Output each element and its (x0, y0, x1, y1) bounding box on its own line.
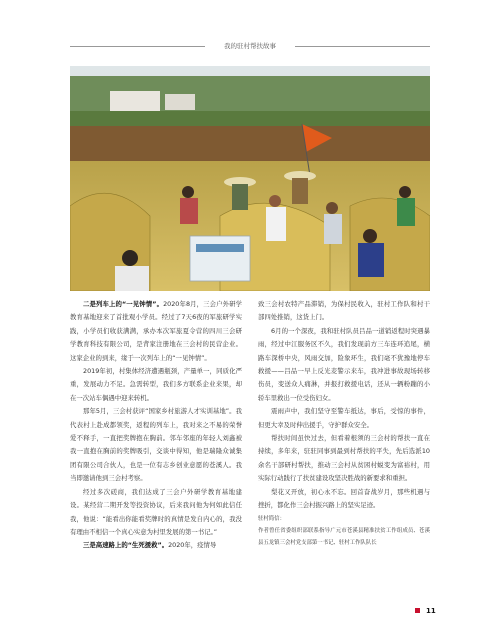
paragraph: 帮扶时间虽快过去，但看着根须的三会村的帮扶一直在持续，多年来，驻驻同事到最到村帮扶的平失，先后选派10余名干部研村帮扶，推动三会村从贫困村蜕变为富裕村，用实际行动践行了扶贫建设攻坚决胜战的新要求和重担。 (258, 434, 430, 483)
paragraph: 致三会村农特产品滞销，为保村民收入，驻村工作队和村干部四处推销，这货上门。 (258, 300, 430, 322)
article-photo (70, 66, 430, 291)
section-heading: 三是高速路上的“生死援救”。 (83, 541, 169, 550)
paragraph: 那年5月，三会村获评“国家乡村旅游人才实训基地”。我代表村上赴成都领奖，返程的列车上，我对来之不易的荣誉爱不释手，一直把奖牌抱在胸前。邻车邻座的年轻人刘鑫被我一直抱在胸前的奖牌吸引，交谈中得知，他是瑞隆众诚集团有限公司合伙人，也是一位有志乡创业意愿的苍溪人。我当即邀请他到三会村考察。 (70, 407, 242, 483)
article-column-left (70, 298, 242, 553)
page-footer (415, 607, 436, 615)
paragraph (70, 298, 242, 365)
author-note-label: 驻村简信： (258, 515, 285, 522)
paragraph: 6月的一个深夜，我和驻村队员吕品一道销返程时突遇暴雨，经过中江服务区不久，我们发现前方三车连环追尾，横路车深桥中央，风雨交加，险象环生，我们毫不犹豫地停车救援——吕品一早上反光麦警示来车，我冲进事故现场转移伤员，变送众人痛淋，并报打救援电话，还从一辆粉蹦的小轿车里救出一位受伤妇女。 (258, 326, 430, 402)
paragraph: 梨花又开放，初心永不忘。回首奋战岁月，那些机遇与挫折，都化作三会村振兴路上的坚实足迹。 (258, 487, 430, 510)
header-title: 我的驻村帮扶故事 (224, 42, 276, 50)
article-column-right (258, 298, 430, 549)
footer-mark-icon (415, 608, 420, 613)
section-heading: 二是列车上的“一见钟情”。 (83, 300, 164, 308)
paragraph: 经过多次磋商，我们达成了三会户外研学教育基地建设。某经营二期开发等投资协议，后来我问他为何如此信任我，他说：“能看出你能看奖牌时的真情是发自内心的，我没有理由不相信一个真心实意为村里发展的第一书记。” (70, 487, 242, 536)
paragraph (70, 539, 242, 552)
header-rule-right (295, 46, 430, 47)
paragraph: 震雨声中，我们坚守至警车抵达，事后，受惊的事件，但更大幸及时伸出援手，守护群众安全。 (258, 407, 430, 429)
paragraph: 2019年初，村集体经济遭遇瓶颈，产量单一，同质化严重，发展动力不足。急需转型，我们多方联系企业来果，却在一次站车偶遇中迎来转机。 (70, 367, 242, 402)
page-number: 11 (426, 607, 436, 615)
rice-harvest-photo (70, 66, 430, 291)
paragraph-text: 2020年，疫情导 (168, 541, 217, 550)
author-bio: 作者曾任省委组织部联系指导广元市苍溪县精准扶贫工作组成员、苍溪县五龙镇三会村党支部第一书记、驻村工作队队长 (258, 527, 430, 546)
running-header (70, 40, 430, 52)
paragraph-text: 2020年8月，三会户外研学教育基地迎来了首批观小学员。经过了7天6夜的军旅研学实践，小学员们收获满满，承办本次军旅夏令营的四川三会研学教育科技有限公司，是背家注册地在三会村的民营企业。这家企业的到来，缘于一次列车上的“一见钟情”。 (70, 300, 242, 362)
